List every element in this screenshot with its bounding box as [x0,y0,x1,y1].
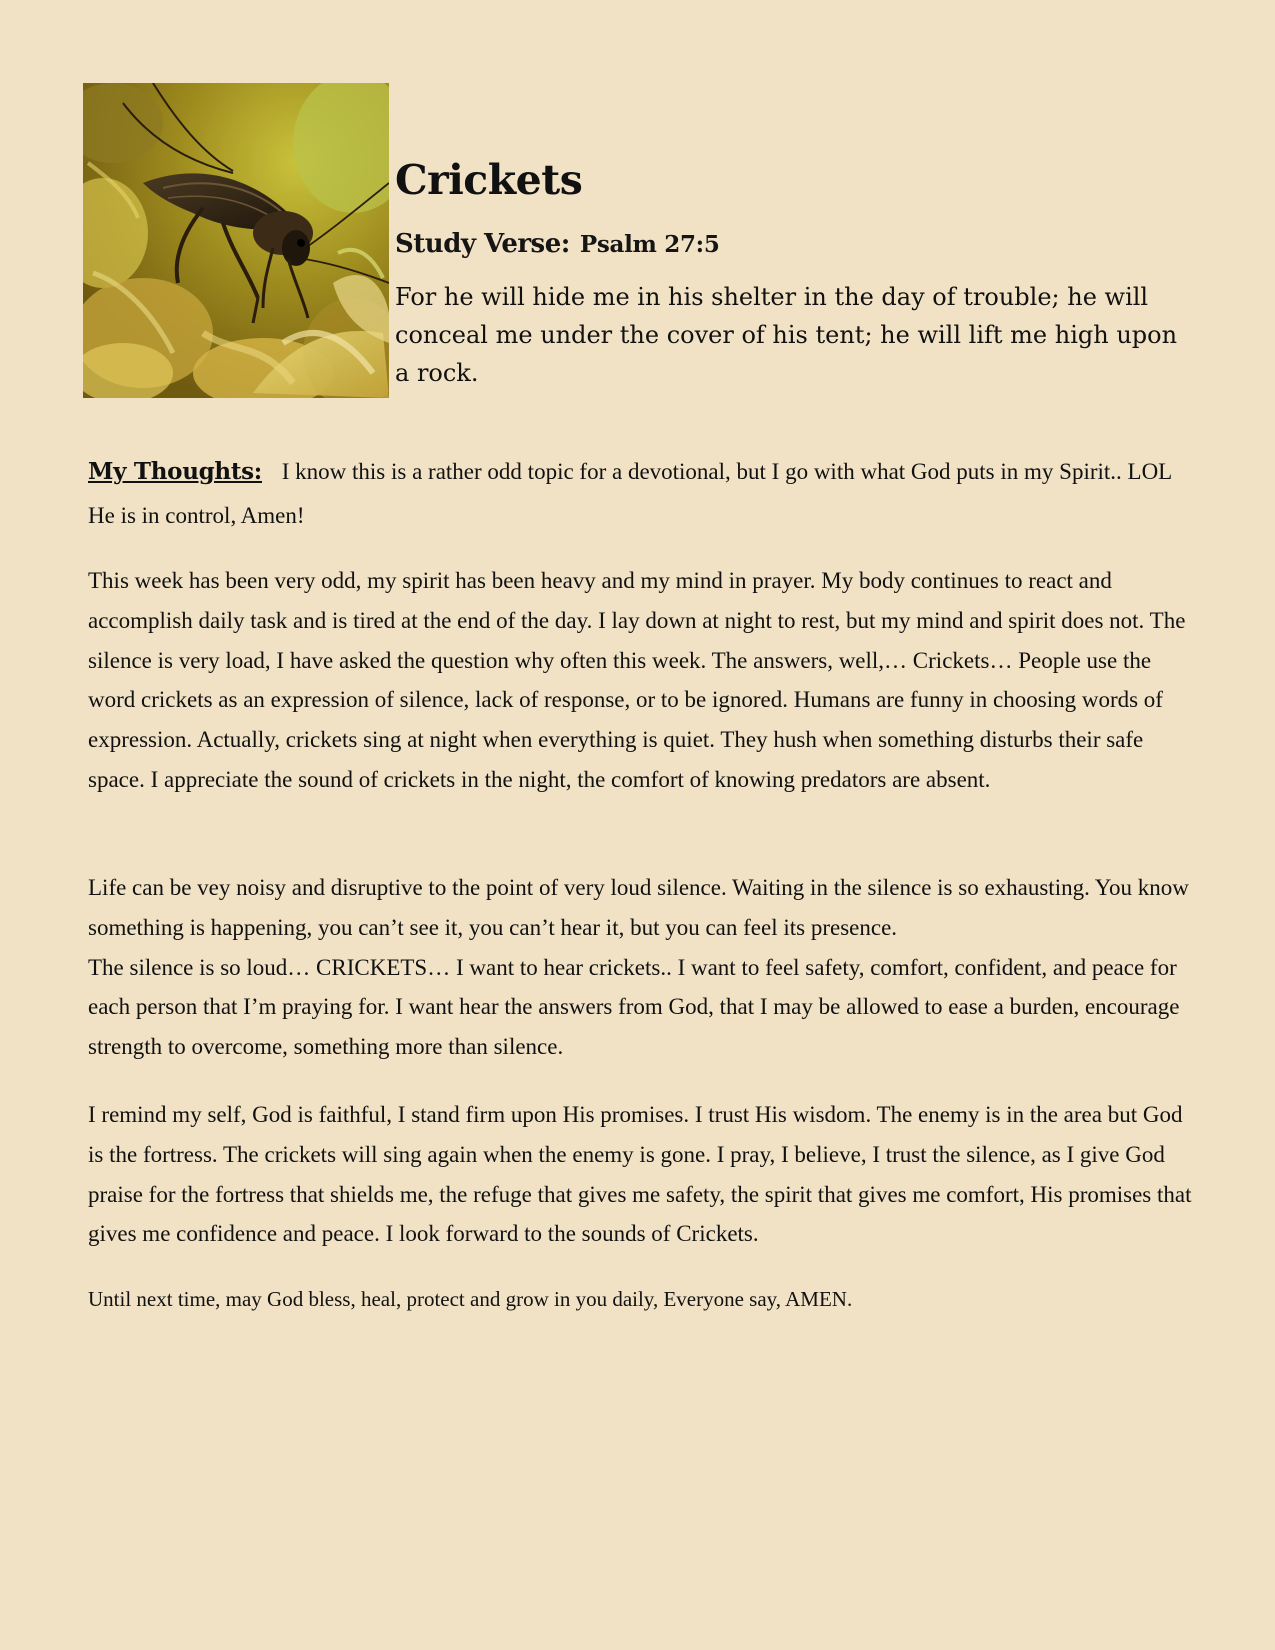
my-thoughts-label: My Thoughts: [88,458,262,485]
body-paragraph-3: I remind my self, God is faithful, I stand firm upon His promises. I trust His wisdom. The enemy is in the area but God is the fortress. The crickets will sing again when the enemy is gone. I pray, I believe, I trust the silence, as I give God praise for the fortress that shields me, the refuge that gives me safety, the spirit that gives me comfort, His promises that gives me confidence and peace. I look forward to the sounds of Crickets. [88,1102,1192,1247]
page-title: Crickets [395,156,583,204]
my-thoughts-text: I know this is a rather odd topic for a devotional, but I go with what God puts in my Spirit.. LOL He is in control, Amen! [88,459,1172,528]
body-paragraph-2 [88,868,1198,1067]
study-verse-heading [395,229,720,259]
body-paragraph-2a: Life can be vey noisy and disruptive to the point of very loud silence. Waiting in the silence is so exhausting. You know something is happening, you can’t see it, you can’t hear it, but you can feel its presence. [88,875,1189,940]
cricket-photo [83,83,389,398]
closing-line: Until next time, may God bless, heal, protect and grow in you daily, Everyone say, AMEN. [88,1287,853,1311]
verse-text: For he will hide me in his shelter in the day of trouble; he will conceal me under the cover of his tent; he will lift me high upon a rock. [395,283,1178,387]
my-thoughts-intro [88,450,1198,538]
study-verse-label: Study Verse: [395,229,570,259]
study-verse-reference: Psalm 27:5 [579,231,720,258]
body-paragraph-2b: The silence is so loud… CRICKETS… I want to hear crickets.. I want to feel safety, comfort, confident, and peace for each person that I’m praying for. I want hear the answers from God, that I may be allowed to ease a burden, encourage strength to overcome, something more than silence. [88,954,1180,1060]
body-paragraph-1: This week has been very odd, my spirit has been heavy and my mind in prayer. My body continues to react and accomplish daily task and is tired at the end of the day. I lay down at night to rest, but my mind and spirit does not. The silence is very load, I have asked the question why often this week. The answers, well,… Crickets… People use the word crickets as an expression of silence, lack of response, or to be ignored. Humans are funny in choosing words of expression. Actually, crickets sing at night when everything is quiet. They hush when something disturbs their safe space. I appreciate the sound of crickets in the night, the comfort of knowing predators are absent. [88,568,1186,792]
